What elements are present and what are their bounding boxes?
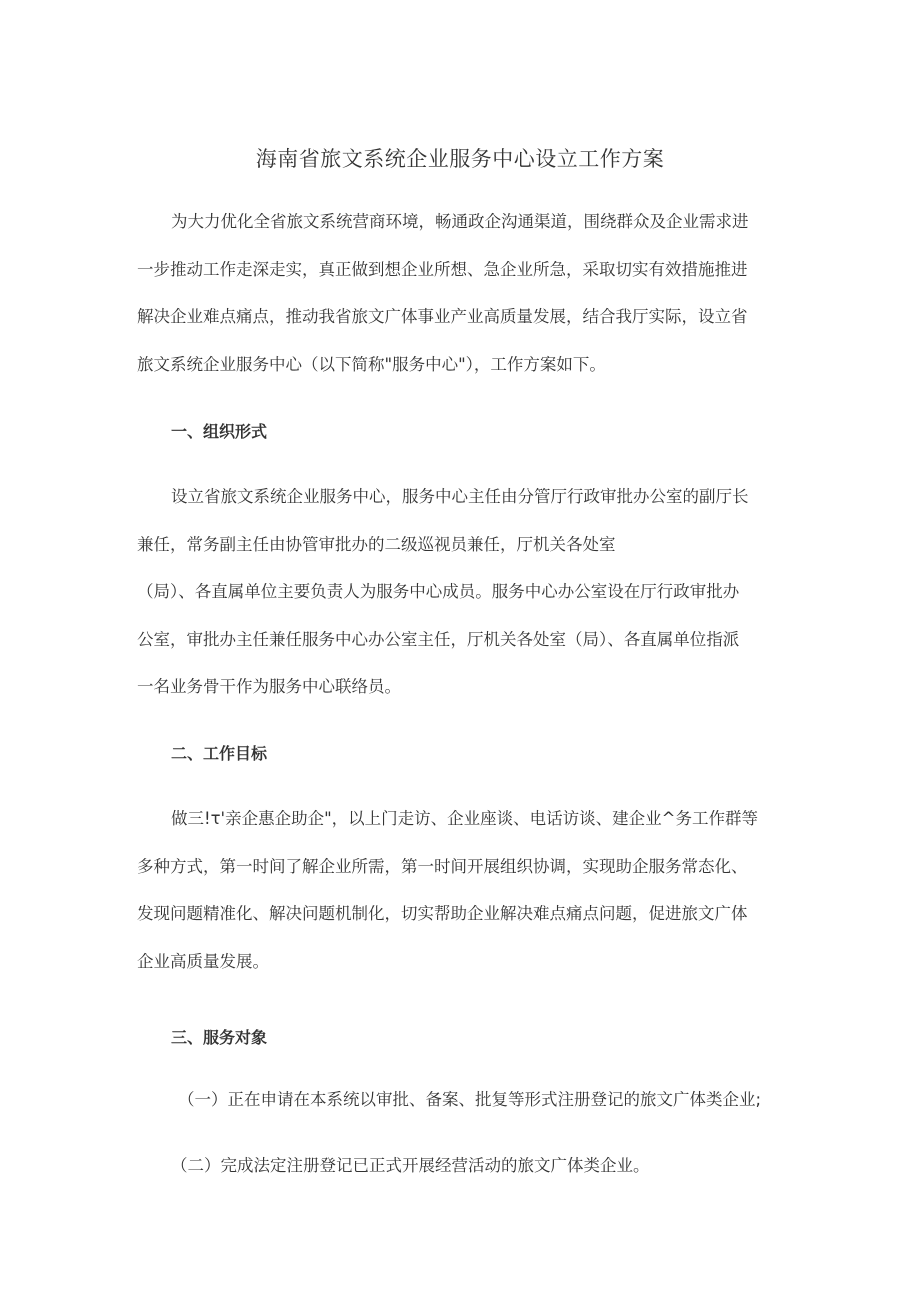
organization-line: 公室，审批办主任兼任服务中心办公室主任，厅机关各处室（局）、各直属单位指派 bbox=[137, 629, 740, 649]
intro-line: 为大力优化全省旅文系统营商环境，畅通政企沟通渠道，围绕群众及企业需求进 bbox=[171, 212, 749, 231]
goals-line: 多种方式，第一时间了解企业所需，第一时间开展组织协调，实现助企服务常态化、 bbox=[137, 856, 748, 876]
intro-line: 一步推动工作走深走实，真正做到想企业所想、急企业所急，采取切实有效措施推进 bbox=[137, 259, 748, 279]
intro-line: 旅文系统企业服务中心（以下简称"服务中心"），工作方案如下。 bbox=[137, 354, 606, 374]
organization-line: 兼任，常务副主任由协管审批办的二级巡视员兼任，厅机关各处室 bbox=[137, 534, 616, 554]
intro-line: 解决企业难点痛点，推动我省旅文广体事业产业高质量发展，结合我厅实际，设立省 bbox=[137, 307, 748, 326]
list-item: （二）完成法定注册登记已正式开展经营活动的旅文广体类企业。 bbox=[171, 1156, 650, 1175]
list-item: （一）正在申请在本系统以审批、备案、批复等形式注册登记的旅文广体类企业; bbox=[178, 1090, 762, 1109]
intro-paragraph bbox=[137, 198, 777, 388]
organization-paragraph bbox=[137, 473, 777, 711]
organization-line: 设立省旅文系统企业服务中心，服务中心主任由分管厅行政审批办公室的副厅长 bbox=[171, 487, 749, 506]
page-title: 海南省旅文系统企业服务中心设立工作方案 bbox=[255, 147, 665, 171]
goals-line: 企业高质量发展。 bbox=[137, 951, 269, 971]
organization-line: （局）、各直属单位主要负责人为服务中心成员。服务中心办公室设在厅行政审批办 bbox=[137, 582, 740, 601]
section-heading-organization: 一、组织形式 bbox=[171, 422, 268, 441]
organization-line: 一名业务骨干作为服务中心联络员。 bbox=[137, 677, 401, 696]
section-heading-goals: 二、工作目标 bbox=[171, 744, 268, 763]
goals-line: 发现问题精准化、解决问题机制化，切实帮助企业解决难点痛点问题，促进旅文广体 bbox=[137, 904, 748, 923]
section-heading-targets: 三、服务对象 bbox=[171, 1028, 268, 1047]
goals-paragraph bbox=[137, 795, 777, 985]
goals-line: 做三!τ'亲企惠企助企"，以上门走访、企业座谈、电话访谈、建企业^务工作群等 bbox=[171, 809, 758, 828]
